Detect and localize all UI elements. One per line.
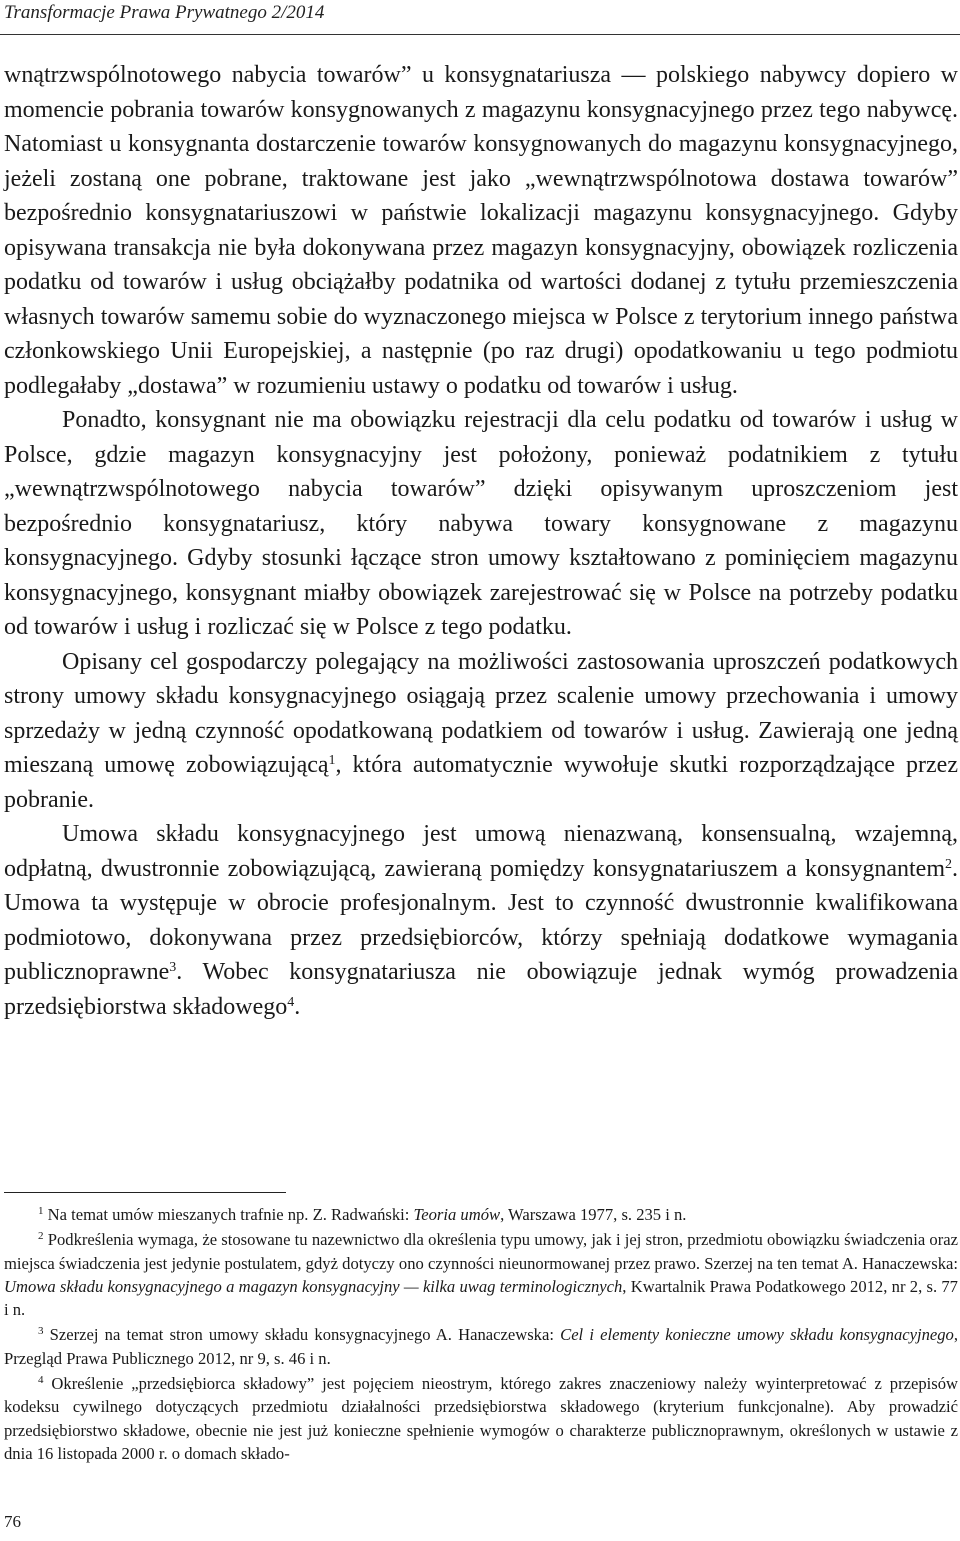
footnote-2	[4, 1228, 958, 1321]
footnotes	[4, 1203, 958, 1467]
footnote-1-title: Teoria umów	[413, 1205, 501, 1224]
footnote-2-number: 2	[38, 1230, 44, 1243]
main-text	[4, 58, 958, 1024]
footnote-ref-3[interactable]: 3	[169, 960, 177, 975]
running-header: Transformacje Prawa Prywatnego 2/2014	[4, 2, 325, 23]
page-number: 76	[4, 1512, 21, 1531]
paragraph-4	[4, 817, 958, 1024]
footnote-2-title: Umowa składu konsygnacyjnego a magazyn konsygnacyjny — kilka uwag terminologicznych	[4, 1276, 623, 1296]
footnote-3-title: Cel i elementy konieczne umowy składu konsygnacyjnego	[560, 1325, 954, 1345]
paragraph-4-text-b: . Umowa ta występuje w obrocie profesjonalnym. Jest to czynność dwustronnie kwalifikowana podmiotowo, dokonywana przez przedsiębiorców, którzy spełniają dodatkowe wymagania publicznoprawne	[4, 855, 958, 985]
footnote-2-text-a: Podkreślenia wymaga, że stosowane tu nazewnictwo dla określenia typu umowy, jak i jej stron, przedmiotu obowiązku świadczenia oraz miejsca świadczenia jest jedynie postulatem, gdyż dotyczy ono czynności nieunormowanej przez prawo. Szerzej na ten temat A. Hanaczewska:	[4, 1230, 958, 1273]
footnote-2-text-b: , Kwartalnik Prawa Podatkowego 2012, nr 2, s. 77 i n.	[4, 1276, 958, 1320]
paragraph-4-text-d: .	[294, 993, 301, 1020]
paragraph-4-text-a: Umowa składu konsygnacyjnego jest umową nienazwaną, konsensualną, wzajemną, odpłatną, dwustronnie zobowiązującą, zawieraną pomiędzy konsygnatariuszem a konsygnantem	[4, 821, 958, 882]
footnote-1-number: 1	[38, 1205, 44, 1217]
footnote-1-text-a: Na temat umów mieszanych trafnie np. Z. Radwański:	[43, 1205, 414, 1224]
footnote-1-text-b: , Warszawa 1977, s. 235 i n.	[500, 1205, 687, 1224]
paragraph-4-text-c: . Wobec konsygnatariusza nie obowiązuje jednak wymóg prowadzenia przedsiębiorstwa składowego	[4, 959, 958, 1020]
paragraph-2: Ponadto, konsygnant nie ma obowiązku rejestracji dla celu podatku od towarów i usług w Polsce, gdzie magazyn konsygnacyjny jest położony, ponieważ podatnikiem z tytułu „wewnątrzwspólnotowego nabycia towarów” dzięki opisywanym uproszczeniom jest bezpośrednio konsygnatariusz, który nabywa towary konsygnowane z magazynu konsygnacyjnego. Gdyby stosunki łączące stron umowy kształtowano z pominięciem magazynu konsygnacyjnego, konsygnant miałby obowiązek zarejestrować się w Polsce na potrzeby podatku od towarów i usług i rozliczać się w Polsce z tego podatku.	[4, 407, 958, 640]
footnote-separator	[4, 1192, 286, 1193]
paragraph-3-text-b: , która automatycznie wywołuje skutki rozporządzające przez pobranie.	[4, 752, 958, 813]
footnote-ref-1[interactable]: 1	[328, 753, 336, 768]
footnote-ref-4[interactable]: 4	[287, 994, 295, 1010]
footnote-3-text-a: Szerzej na temat stron umowy składu konsygnacyjnego A. Hanaczewska:	[43, 1325, 561, 1345]
paragraph-3-text-a: Opisany cel gospodarczy polegający na możliwości zastosowania uproszczeń podatkowych strony umowy składu konsygnacyjnego osiągają przez scalenie umowy przechowania i umowy sprzedaży w jedną czynność opodatkowaną podatkiem od towarów i usług. Zawierają one jedną mieszaną umowę zobowiązującą	[4, 648, 958, 778]
footnote-4	[4, 1372, 958, 1465]
footnote-1	[4, 1203, 958, 1226]
footnote-ref-2[interactable]: 2	[945, 856, 952, 872]
paragraph-1: wnątrzwspólnotowego nabycia towarów” u konsygnatariusza — polskiego nabywcy dopiero w momencie pobrania towarów konsygnowanych z magazynu konsygnacyjnego przez tego nabywcę. Natomiast u konsygnanta dostarczenie towarów konsygnowanych do magazynu konsygnacyjnego, jeżeli zostaną one pobrane, traktowane jest jako „wewnątrzwspólnotowa dostawa towarów” bezpośrednio konsygnatariuszowi w państwie lokalizacji magazynu konsygnacyjnego. Gdyby opisywana transakcja nie była dokonywana przez magazyn konsygnacyjny, obowiązek rozliczenia podatku od towarów i usług obciążałby podatnika od wartości dodanej z tytułu przemieszczenia własnych towarów samemu sobie do wyznaczonego miejsca w Polsce z terytorium innego państwa członkowskiego Unii Europejskiej, a następnie (po raz drugi) opodatkowaniu u tego podmiotu podlegałaby „dostawa” w rozumieniu ustawy o podatku od towarów i usług.	[4, 62, 958, 399]
footnote-4-number: 4	[38, 1374, 44, 1387]
header-rule	[0, 34, 960, 35]
footnote-3-number: 3	[38, 1325, 44, 1338]
footnote-4-text: Określenie „przedsiębiorca składowy” jest pojęciem nieostrym, którego zakres znaczeniowy należy wyinterpretować z przepisów kodeksu cywilnego dotyczących przedmiotu działalności przedsiębiorstwa składowego (kryterium funkcjonalne). Aby prowadzić przedsiębiorstwo składowe, obecnie nie jest już konieczne spełnienie wymogów o charakterze publicznoprawnym, określonych w ustawie z dnia 16 listopada 2000 r. o domach składo-	[4, 1374, 958, 1463]
footnote-3-text-b: , Przegląd Prawa Publicznego 2012, nr 9, s. 46 i n.	[4, 1325, 959, 1368]
paragraph-3	[4, 645, 958, 818]
footnote-3	[4, 1323, 958, 1370]
